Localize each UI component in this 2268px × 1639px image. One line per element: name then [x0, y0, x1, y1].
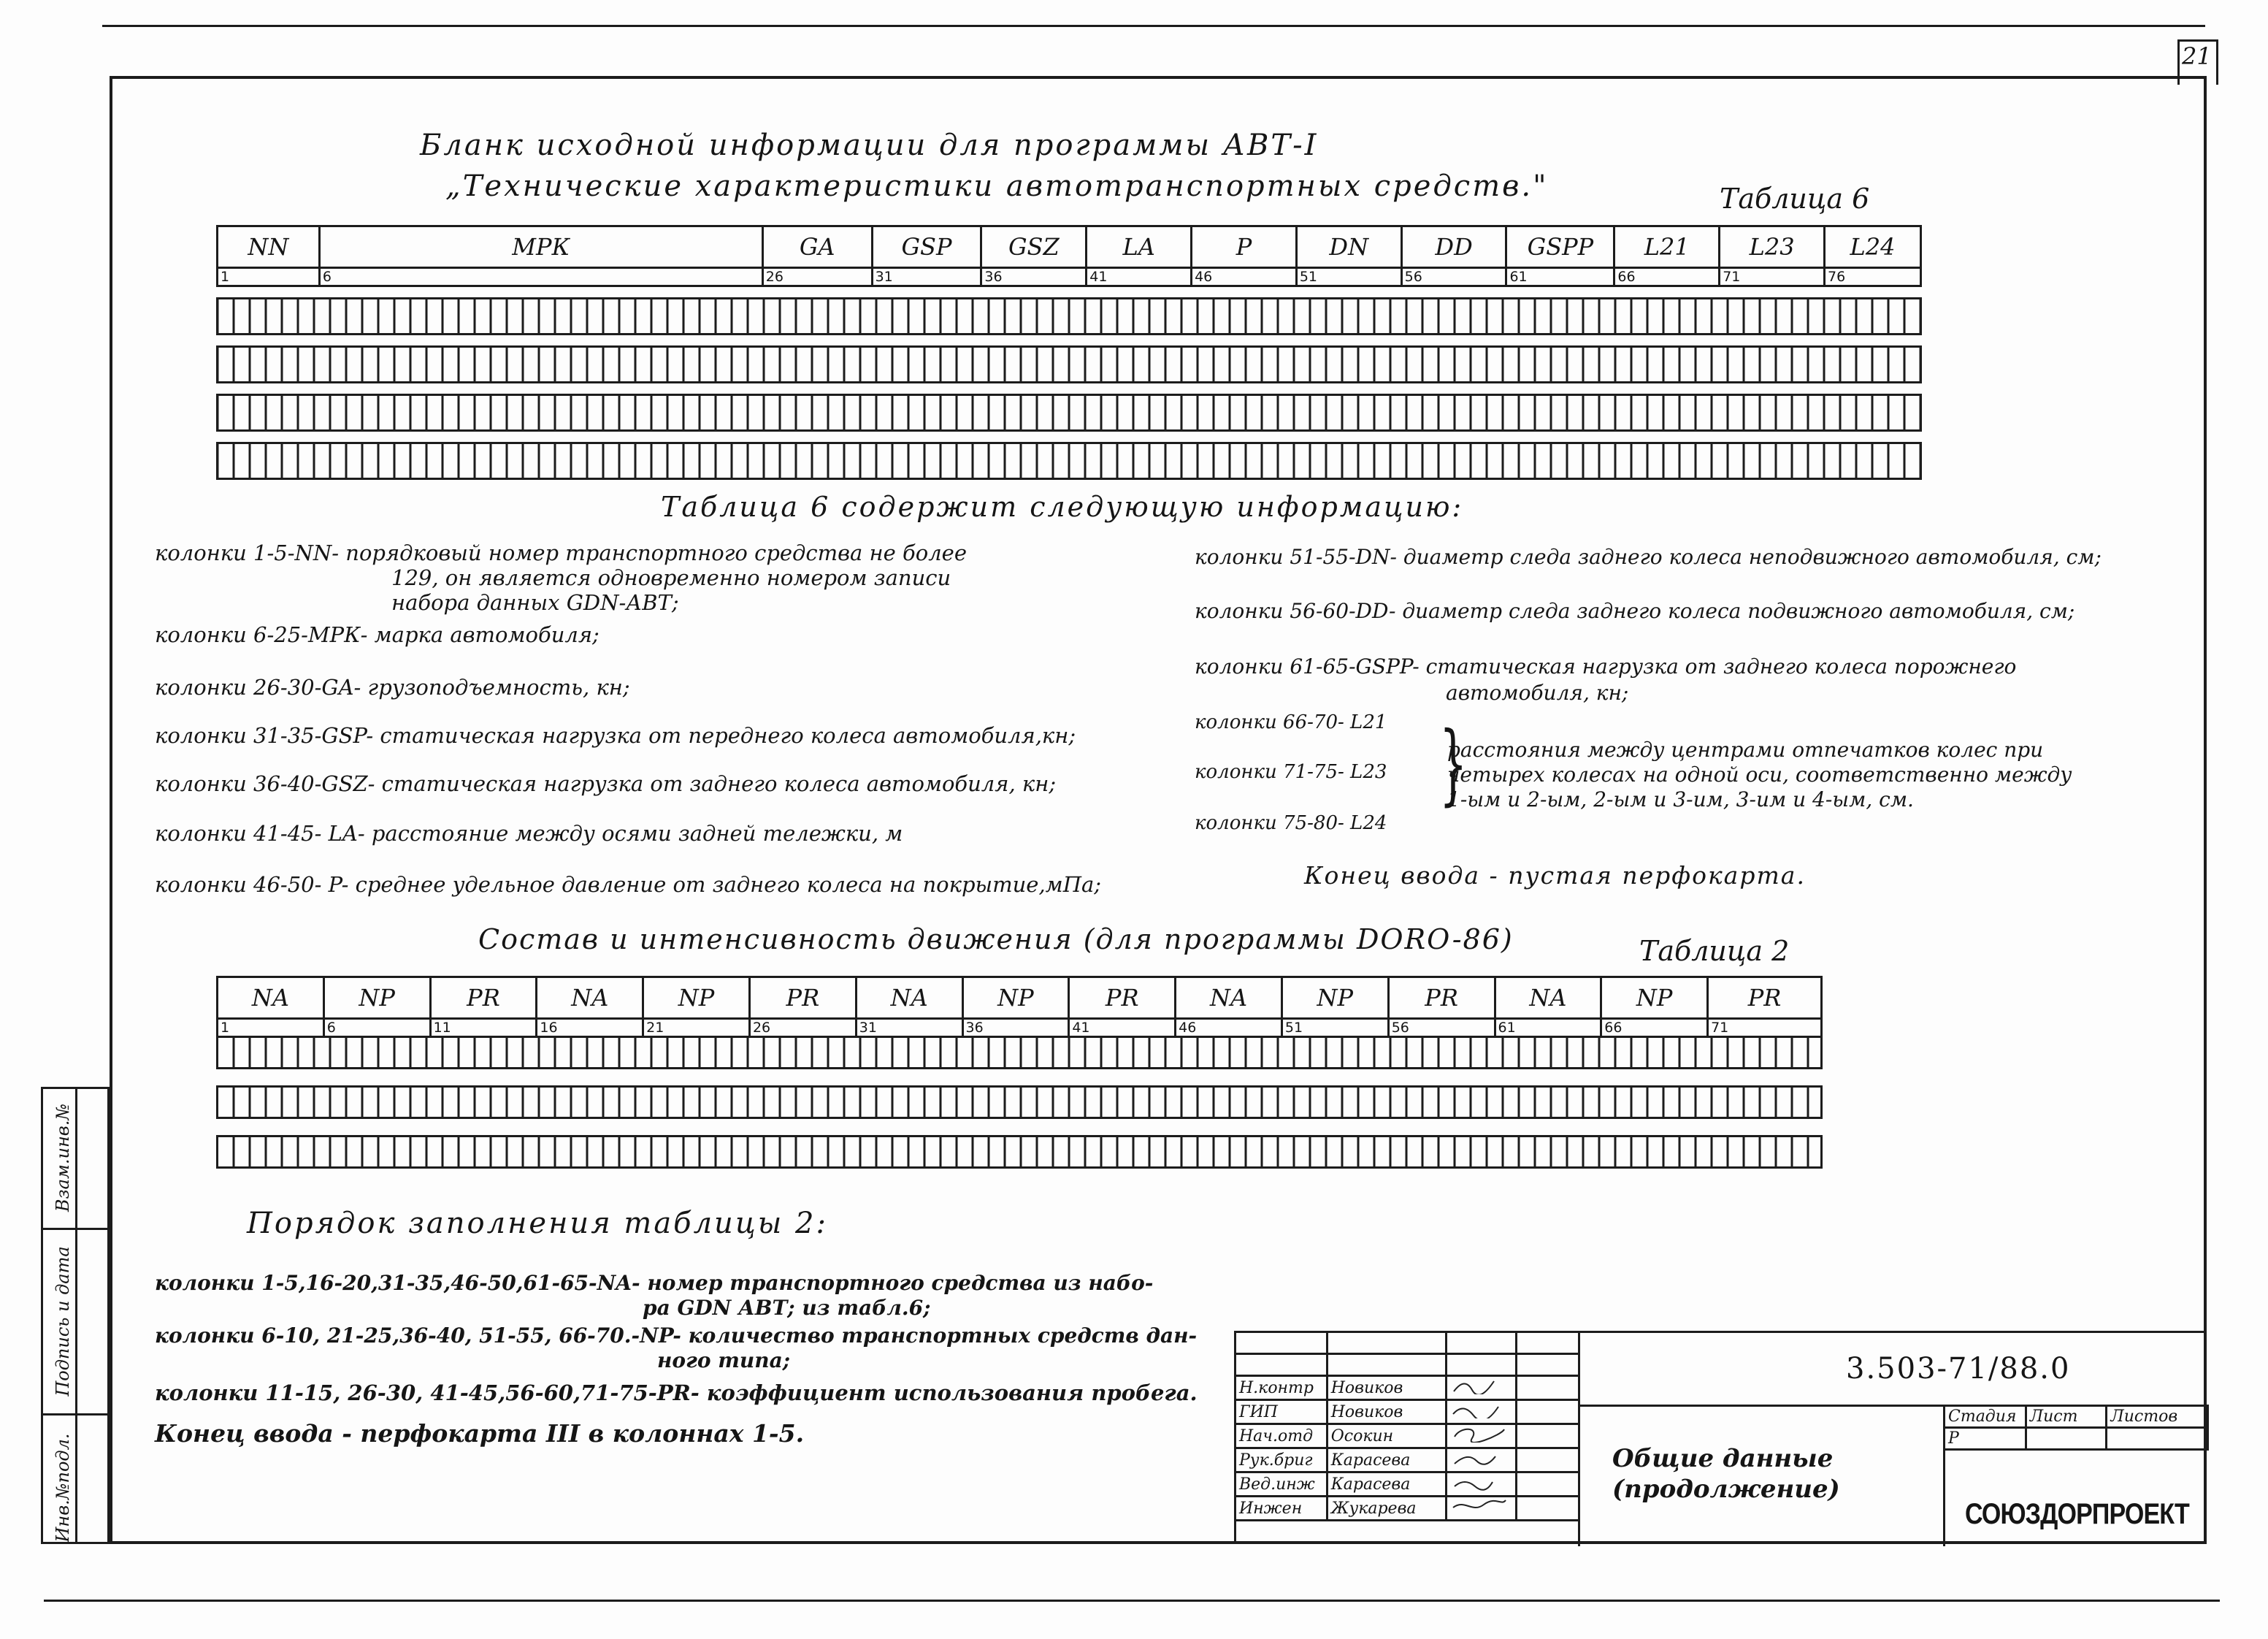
table2-col-position: 51 — [1282, 1019, 1388, 1037]
table2-col-position: 66 — [1601, 1019, 1708, 1037]
table6-col-header: NN — [218, 226, 320, 268]
table2-col-position: 26 — [749, 1019, 856, 1037]
table6-col-position: 46 — [1192, 268, 1297, 286]
role-label: Рук.бриг — [1235, 1448, 1328, 1472]
signature-icon — [1450, 1377, 1509, 1394]
table2-entry-row[interactable] — [218, 1037, 1822, 1069]
table2-position-row — [218, 1019, 1822, 1037]
table6-col-position: 31 — [872, 268, 981, 286]
role-name: Жукарева — [1327, 1497, 1446, 1521]
table6-header-row — [218, 226, 1921, 268]
document-code: 3.503-71/88.0 — [1846, 1352, 2071, 1386]
title-block-row — [1235, 1448, 1579, 1472]
table2-spacer — [218, 1069, 1822, 1087]
signature — [1446, 1424, 1516, 1448]
signature — [1446, 1497, 1516, 1521]
table2-col-header: NA — [856, 977, 962, 1019]
table6-col-header: МРК — [319, 226, 762, 268]
table6 — [216, 225, 1922, 480]
table2-col-position: 16 — [537, 1019, 643, 1037]
table6-desc-left-line: колонки 41-45- LA- расстояние между осями задней тележки, м — [155, 821, 903, 846]
table6-entry-row[interactable] — [218, 395, 1921, 431]
stage-value: Р — [1945, 1428, 2026, 1450]
table2-col-position: 46 — [1176, 1019, 1282, 1037]
table2-col-header: PR — [1708, 977, 1822, 1019]
title-block-row — [1235, 1424, 1579, 1448]
table2-col-header: PR — [430, 977, 537, 1019]
role-name: Карасева — [1327, 1448, 1446, 1472]
table2-col-header: NA — [218, 977, 324, 1019]
table6-desc-right-line: колонки 51-55-DN- диаметр следа заднего колеса неподвижного автомобиля, см; — [1195, 545, 2102, 569]
form-subtitle: „Технические характеристики автотранспортных средств." — [445, 169, 1549, 203]
signature — [1446, 1400, 1516, 1424]
title-block — [1234, 1331, 2207, 1544]
table2-col-position: 31 — [856, 1019, 962, 1037]
table6-desc-right-line: колонки 66-70- L21 — [1195, 711, 1387, 733]
scan-edge-top — [102, 25, 2205, 27]
table6-col-position: 26 — [762, 268, 872, 286]
table2-entry-row[interactable] — [218, 1087, 1822, 1118]
table2-col-position: 6 — [323, 1019, 430, 1037]
table6-spacer — [218, 286, 1921, 299]
table6-col-header: P — [1192, 226, 1297, 268]
table6-col-position: 56 — [1401, 268, 1506, 286]
side-stamp-replaced-inv: Взам.инв.№ — [53, 1103, 73, 1212]
table6-col-position: 61 — [1506, 268, 1614, 286]
role-label: Нач.отд — [1235, 1424, 1328, 1448]
table6-entry-row[interactable] — [218, 347, 1921, 383]
table6-col-position: 66 — [1614, 268, 1720, 286]
side-stamp-inv-no: Инв.№подл. — [53, 1433, 73, 1543]
table2-desc-line: ного типа; — [657, 1348, 791, 1372]
table6-col-position: 36 — [981, 268, 1087, 286]
table2-col-position: 36 — [962, 1019, 1069, 1037]
stage-table — [1943, 1405, 2209, 1451]
title-block-signatures — [1234, 1331, 1580, 1521]
table2-desc-line: ра GDN АВТ; из табл.6; — [643, 1296, 931, 1320]
title-block-row — [1235, 1472, 1579, 1497]
side-stamp-signature-date: Подпись и дата — [53, 1246, 73, 1397]
table6-end-note: Конец ввода - пустая перфокарта. — [1304, 861, 1806, 890]
table2-desc-line: колонки 11-15, 26-30, 41-45,56-60,71-75-PR- коэффициент использования пробега. — [155, 1380, 1198, 1405]
table6-desc-right-line: колонки 56-60-DD- диаметр следа заднего колеса подвижного автомобиля, см; — [1195, 599, 2075, 623]
page-number: 21 — [2182, 42, 2212, 70]
table2-col-position: 1 — [218, 1019, 324, 1037]
table2-col-header: NP — [323, 977, 430, 1019]
table6-col-header: GSZ — [981, 226, 1087, 268]
table2-col-header: NA — [537, 977, 643, 1019]
organization-name: СОЮЗДОРПРОЕКТ — [1965, 1498, 2189, 1530]
sheet-title-line2: (продолжение) — [1612, 1475, 1840, 1504]
table2-desc-heading: Порядок заполнения таблицы 2: — [247, 1207, 828, 1240]
side-stamp — [41, 1087, 110, 1544]
role-name: Карасева — [1327, 1472, 1446, 1497]
form-title: Бланк исходной информации для программы АВТ-I — [420, 129, 1319, 162]
signature-icon — [1450, 1425, 1509, 1443]
table2 — [216, 976, 1823, 1169]
table2-label: Таблица 2 — [1639, 935, 1790, 967]
table6-desc-left-line: набора данных GDN-АВТ; — [391, 590, 679, 615]
stage-label: Стадия — [1945, 1406, 2026, 1428]
table6-desc-right-line: колонки 61-65-GSPP- статическая нагрузка от заднего колеса порожнего — [1195, 654, 2017, 679]
table2-spacer — [218, 1118, 1822, 1136]
table6-spacer — [218, 335, 1921, 347]
brace-icon: } — [1439, 714, 1468, 815]
role-name: Осокин — [1327, 1424, 1446, 1448]
table6-col-header: GSPP — [1506, 226, 1614, 268]
table6-entry-row[interactable] — [218, 299, 1921, 335]
role-label: Инжен — [1235, 1497, 1328, 1521]
table2-entry-row[interactable] — [218, 1136, 1822, 1168]
role-label: ГИП — [1235, 1400, 1328, 1424]
table6-col-position: 41 — [1087, 268, 1192, 286]
table6-desc-left-line: 129, он является одновременно номером записи — [391, 565, 951, 590]
sheets-value — [2107, 1428, 2208, 1450]
table2-col-position: 41 — [1069, 1019, 1176, 1037]
table6-col-header: L21 — [1614, 226, 1720, 268]
table6-col-position: 6 — [319, 268, 762, 286]
table6-desc-left-line: колонки 46-50- P- среднее удельное давление от заднего колеса на покрытие,мПа; — [155, 872, 1102, 897]
table6-col-header: GSP — [872, 226, 981, 268]
signature — [1446, 1448, 1516, 1472]
table6-desc-heading: Таблица 6 содержит следующую информацию: — [661, 491, 1464, 523]
role-label: Вед.инж — [1235, 1472, 1328, 1497]
table2-col-header: NP — [1282, 977, 1388, 1019]
table6-col-position: 76 — [1825, 268, 1921, 286]
sheet-label: Лист — [2026, 1406, 2107, 1428]
table2-col-header: NP — [643, 977, 750, 1019]
table6-desc-left-line: колонки 36-40-GSZ- статическая нагрузка от заднего колеса автомобиля, кн; — [155, 771, 1057, 796]
role-label: Н.контр — [1235, 1376, 1328, 1400]
table6-desc-right-line: четырех колесах на одной оси, соответственно между — [1447, 763, 2072, 787]
table2-col-position: 61 — [1495, 1019, 1601, 1037]
table2-desc-line: колонки 6-10, 21-25,36-40, 51-55, 66-70.-NP- количество транспортных средств дан- — [155, 1323, 1198, 1348]
table6-col-header: DN — [1296, 226, 1401, 268]
title-block-row — [1235, 1400, 1579, 1424]
sheets-label: Листов — [2107, 1406, 2208, 1428]
table2-title: Состав и интенсивность движения (для программы DORO-86) — [478, 923, 1514, 955]
table6-col-position: 71 — [1720, 268, 1825, 286]
table6-desc-right-line: расстояния между центрами отпечатков колес при — [1447, 738, 2044, 762]
table6-desc-left-line: колонки 31-35-GSP- статическая нагрузка от переднего колеса автомобиля,кн; — [155, 723, 1076, 748]
role-name: Новиков — [1327, 1400, 1446, 1424]
table2-col-header: NP — [1601, 977, 1708, 1019]
table2-col-position: 71 — [1708, 1019, 1822, 1037]
title-block-row — [1235, 1497, 1579, 1521]
role-name: Новиков — [1327, 1376, 1446, 1400]
table2-col-position: 11 — [430, 1019, 537, 1037]
sheet-value — [2026, 1428, 2107, 1450]
table2-col-header: PR — [1069, 977, 1176, 1019]
scan-edge-bottom — [44, 1600, 2220, 1602]
table6-spacer — [218, 431, 1921, 443]
signature-icon — [1450, 1497, 1509, 1515]
table6-desc-right-line: колонки 75-80- L24 — [1195, 812, 1387, 834]
table2-desc-line: колонки 1-5,16-20,31-35,46-50,61-65-NA- номер транспортного средства из набо- — [155, 1271, 1154, 1295]
table2-col-header: NA — [1176, 977, 1282, 1019]
table6-desc-left-line: колонки 26-30-GA- грузоподъемность, кн; — [155, 675, 630, 700]
table6-col-header: L23 — [1720, 226, 1825, 268]
table6-col-position: 51 — [1296, 268, 1401, 286]
signature-icon — [1450, 1473, 1509, 1491]
table2-col-header: NP — [962, 977, 1069, 1019]
table2-header-row — [218, 977, 1822, 1019]
title-block-row — [1235, 1376, 1579, 1400]
table6-col-header: GA — [762, 226, 872, 268]
table6-col-header: LA — [1087, 226, 1192, 268]
table2-col-header: PR — [1388, 977, 1495, 1019]
sheet-title-line1: Общие данные — [1612, 1444, 1834, 1473]
table6-label: Таблица 6 — [1720, 183, 1870, 215]
table2-col-header: PR — [749, 977, 856, 1019]
table6-desc-right-line: колонки 71-75- L23 — [1195, 761, 1387, 783]
table2-col-position: 21 — [643, 1019, 750, 1037]
table6-col-header: DD — [1401, 226, 1506, 268]
table6-desc-left-line: колонки 1-5-NN- порядковый номер транспортного средства не более — [155, 540, 967, 565]
table6-entry-row[interactable] — [218, 443, 1921, 479]
table6-position-row — [218, 268, 1921, 286]
table2-col-header: NA — [1495, 977, 1601, 1019]
table6-spacer — [218, 383, 1921, 395]
signature — [1446, 1376, 1516, 1400]
table6-col-header: L24 — [1825, 226, 1921, 268]
signature — [1446, 1472, 1516, 1497]
signature-icon — [1450, 1401, 1509, 1418]
table6-desc-right-line: автомобиля, кн; — [1446, 681, 1629, 705]
table6-col-position: 1 — [218, 268, 320, 286]
table2-col-position: 56 — [1388, 1019, 1495, 1037]
table6-desc-left-line: колонки 6-25-МРК- марка автомобиля; — [155, 622, 599, 647]
signature-icon — [1450, 1449, 1509, 1467]
table2-end-note: Конец ввода - перфокарта III в колоннах 1-5. — [155, 1419, 805, 1448]
table6-desc-right-line: 1-ым и 2-ым, 2-ым и 3-им, 3-им и 4-ым, см. — [1447, 787, 1914, 811]
